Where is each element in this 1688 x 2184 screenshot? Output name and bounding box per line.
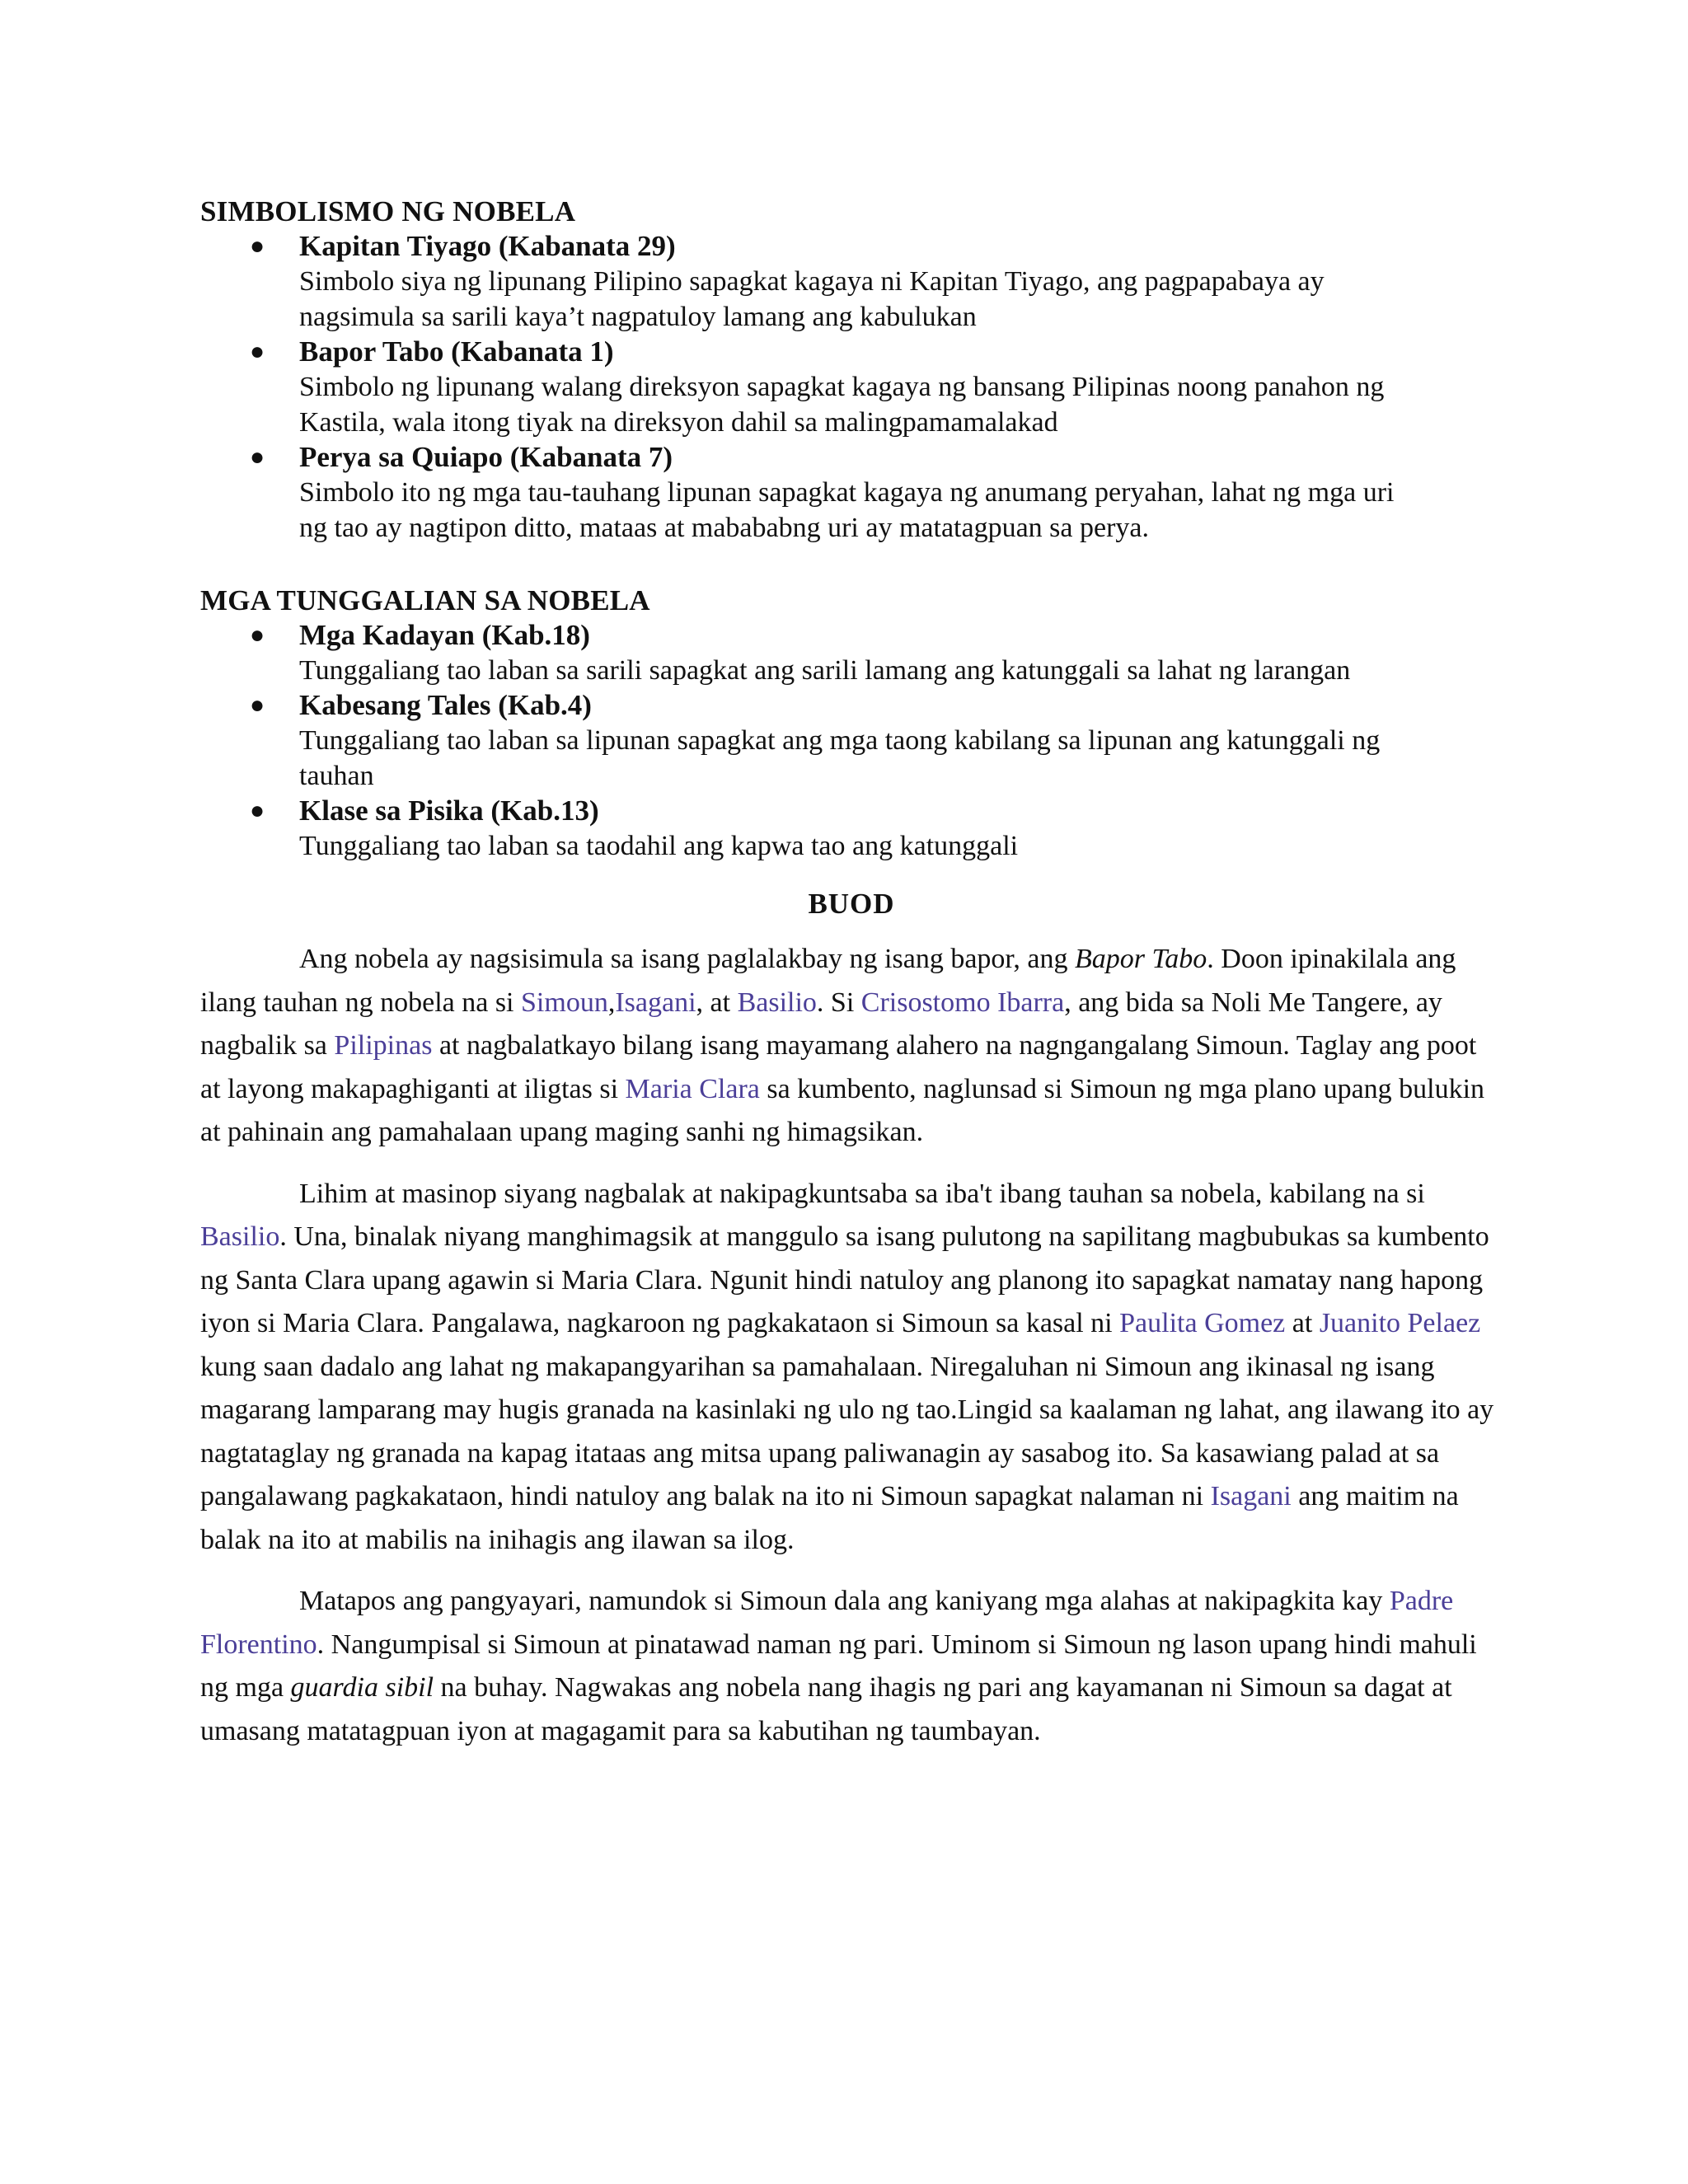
bullet-icon: ● xyxy=(250,443,265,471)
paragraph-text: , xyxy=(607,987,616,1018)
link-basilio[interactable]: Basilio xyxy=(737,987,817,1018)
paragraph-text: at xyxy=(1285,1308,1320,1338)
paragraph-text: na buhay. Nagwakas ang nobela nang ihagis ng pari ang kayamanan ni Simoun sa dagat at umasang matatagpuan iyon at magagamit para sa kabutihan ng taumbayan. xyxy=(200,1672,1452,1746)
buod-section xyxy=(200,887,1503,1753)
bullet-icon: ● xyxy=(250,232,265,260)
list-item xyxy=(200,335,1503,440)
tunggalian-heading: MGA TUNGGALIAN SA NOBELA xyxy=(200,584,650,616)
link-isagani[interactable]: Isagani xyxy=(1210,1481,1292,1511)
link-isagani[interactable]: Isagani xyxy=(615,987,696,1018)
buod-paragraph-1 xyxy=(200,938,1503,1155)
item-desc-line: tauhan xyxy=(299,761,374,791)
tunggalian-section xyxy=(200,583,1503,864)
item-title: Bapor Tabo (Kabanata 1) xyxy=(299,335,614,368)
link-maria-clara[interactable]: Maria Clara xyxy=(625,1073,760,1104)
link-juanito-pelaez[interactable]: Juanito Pelaez xyxy=(1319,1308,1481,1338)
paragraph-text: . Una, binalak niyang manghimagsik at manggulo sa isang pulutong na sapilitang magbubukas sa kumbento ng Santa Clara upang agawin si Maria Clara. Ngunit hindi natuloy ang planong ito sapagkat namatay nang hapong iyon si Maria Clara. Pangalawa, nagkaroon ng pagkakataon si Simoun sa kasal ni xyxy=(200,1221,1489,1338)
italic-term: guardia sibil xyxy=(290,1672,434,1703)
link-pilipinas[interactable]: Pilipinas xyxy=(334,1030,433,1061)
paragraph-text: , ang bida sa Noli Me Tangere, ay nagbalik sa xyxy=(200,987,1442,1061)
link-basilio[interactable]: Basilio xyxy=(200,1221,280,1252)
bullet-icon: ● xyxy=(250,797,265,824)
item-title: Mga Kadayan (Kab.18) xyxy=(299,619,590,651)
list-item xyxy=(200,794,1503,864)
item-desc-line: Simbolo siya ng lipunang Pilipino sapagkat kagaya ni Kapitan Tiyago, ang pagpapabaya ay xyxy=(299,266,1325,297)
item-title: Klase sa Pisika (Kab.13) xyxy=(299,794,599,827)
link-simoun[interactable]: Simoun xyxy=(521,987,608,1018)
paragraph-text: Lihim at masinop siyang nagbalak at nakipagkuntsaba sa iba't ibang tauhan sa nobela, kabilang na si xyxy=(299,1178,1425,1209)
list-item xyxy=(200,440,1503,546)
simbolismo-section xyxy=(200,194,1503,546)
item-desc-line: nagsimula sa sarili kaya’t nagpatuloy lamang ang kabulukan xyxy=(299,302,977,332)
paragraph-text: . Doon ipinakilala ang ilang tauhan ng nobela na si xyxy=(200,944,1456,1018)
item-desc-line: Tunggaliang tao laban sa taodahil ang kapwa tao ang katunggali xyxy=(299,831,1019,861)
item-desc-line: ng tao ay nagtipon ditto, mataas at mabababng uri ay matatagpuan sa perya. xyxy=(299,513,1149,543)
buod-heading: BUOD xyxy=(808,888,895,920)
paragraph-text: . Nangumpisal si Simoun at pinatawad naman ng pari. Uminom si Simoun ng lason upang hindi mahuli ng mga xyxy=(200,1629,1477,1703)
paragraph-text: , at xyxy=(696,987,738,1018)
buod-paragraph-2 xyxy=(200,1173,1503,1563)
buod-paragraph-3 xyxy=(200,1580,1503,1753)
paragraph-text: at nagbalatkayo bilang isang mayamang alahero na nagngangalang Simoun. Taglay ang poot at layong makapaghiganti at iligtas si xyxy=(200,1030,1477,1104)
list-item xyxy=(200,229,1503,335)
simbolismo-list xyxy=(200,229,1503,546)
paragraph-text: kung saan dadalo ang lahat ng makapangyarihan sa pamahalaan. Niregaluhan ni Simoun ang ikinasal ng isang magarang lamparang may hugis granada na kasinlaki ng ulo ng tao.Lingid sa kaalaman ng lahat, ang ilawang ito ay nagtataglay ng granada na kapag itataas ang mitsa upang paliwanagin ay sasabog ito. Sa kasawiang palad at sa pangalawang pagkakataon, hindi natuloy ang balak na ito ni Simoun sapagkat nalaman ni xyxy=(200,1351,1494,1511)
bullet-icon: ● xyxy=(250,338,265,365)
item-title: Perya sa Quiapo (Kabanata 7) xyxy=(299,441,673,473)
link-padre-florentino[interactable]: Padre Florentino xyxy=(200,1586,1454,1660)
item-desc-line: Kastila, wala itong tiyak na direksyon dahil sa malingpamamalakad xyxy=(299,407,1058,438)
item-title: Kapitan Tiyago (Kabanata 29) xyxy=(299,230,676,262)
link-crisostomo-ibarra[interactable]: Crisostomo Ibarra xyxy=(860,987,1065,1018)
bullet-icon: ● xyxy=(250,621,265,649)
simbolismo-heading: SIMBOLISMO NG NOBELA xyxy=(200,195,576,227)
bullet-icon: ● xyxy=(250,691,265,719)
section-spacer xyxy=(200,546,1503,583)
list-item xyxy=(200,618,1503,688)
italic-term: Bapor Tabo xyxy=(1074,944,1207,974)
paragraph-text: sa kumbento, naglunsad si Simoun ng mga plano upang bulukin at pahinain ang pamahalaan upang maging sanhi ng himagsikan. xyxy=(200,1073,1485,1147)
paragraph-text: ang maitim na balak na ito at mabilis na inihagis ang ilawan sa ilog. xyxy=(200,1481,1459,1555)
paragraph-text: Ang nobela ay nagsisimula sa isang paglalakbay ng isang bapor, ang xyxy=(299,944,1075,974)
item-desc-line: Tunggaliang tao laban sa sarili sapagkat ang sarili lamang ang katunggali sa lahat ng larangan xyxy=(299,655,1351,686)
item-desc-line: Simbolo ng lipunang walang direksyon sapagkat kagaya ng bansang Pilipinas noong panahon ng xyxy=(299,372,1385,402)
item-desc-line: Tunggaliang tao laban sa lipunan sapagkat ang mga taong kabilang sa lipunan ang katunggali ng xyxy=(299,725,1381,756)
paragraph-text: Matapos ang pangyayari, namundok si Simoun dala ang kaniyang mga alahas at nakipagkita kay xyxy=(299,1586,1390,1616)
paragraph-text: . Si xyxy=(816,987,861,1018)
link-paulita-gomez[interactable]: Paulita Gomez xyxy=(1119,1308,1286,1338)
list-item xyxy=(200,688,1503,794)
item-desc-line: Simbolo ito ng mga tau-tauhang lipunan sapagkat kagaya ng anumang peryahan, lahat ng mga uri xyxy=(299,477,1395,508)
tunggalian-list xyxy=(200,618,1503,864)
item-title: Kabesang Tales (Kab.4) xyxy=(299,689,592,721)
document-page xyxy=(200,194,1503,1771)
